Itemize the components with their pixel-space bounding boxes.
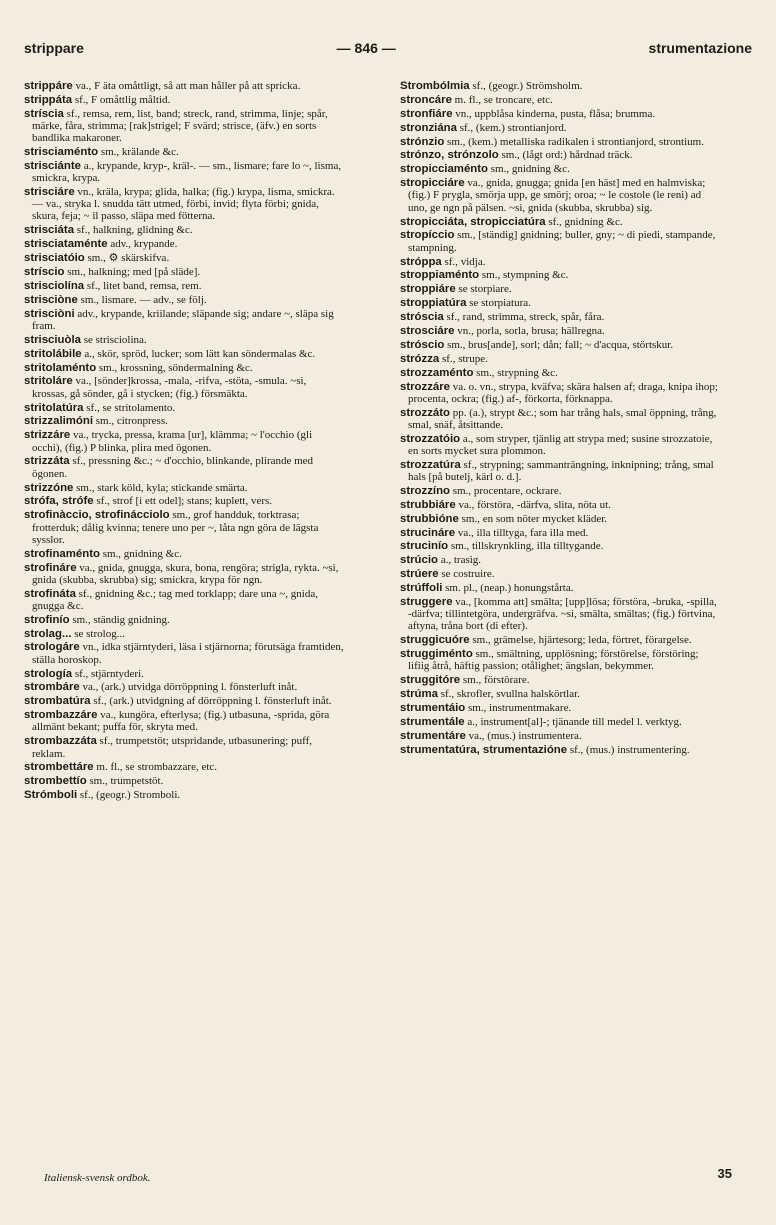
dictionary-entry	[24, 375, 344, 399]
headword: strozzatúra	[400, 458, 461, 471]
headword: strozzatóio	[400, 432, 461, 445]
dictionary-entry	[400, 80, 720, 92]
running-header	[24, 40, 752, 56]
headword: stritolatúra	[24, 401, 84, 414]
definition: va., trycka, pressa, krama [ur], klämma; ~ l'occhio (gli occhi), (fig.) P blinka, plira med ögonen.	[32, 429, 313, 454]
headword: stritolaménto	[24, 361, 97, 374]
headword: stronfiáre	[400, 107, 453, 120]
dictionary-entry	[400, 339, 720, 351]
headword: stroppiatúra	[400, 297, 467, 310]
dictionary-entry	[24, 455, 344, 479]
definition: sf., gnidning &c.	[548, 215, 623, 228]
definition: sf., strupe.	[442, 352, 488, 365]
definition: va., förstöra, -därfva, slita, nöta ut.	[458, 498, 611, 511]
headword: strozzíno	[400, 484, 450, 497]
definition: se storpiatura.	[469, 297, 531, 310]
dictionary-entry	[400, 122, 720, 134]
headword: strisciuòla	[24, 333, 81, 346]
headword: strosciáre	[400, 324, 455, 337]
definition: sm., grämelse, hjärtesorg; leda, förtret, förargelse.	[472, 634, 692, 647]
headword: stritoláre	[24, 375, 73, 388]
headword: strisciáre	[24, 186, 75, 199]
definition: sf., vidja.	[444, 255, 486, 268]
dictionary-entry	[24, 308, 344, 332]
definition: sm., halkning; med [på släde].	[67, 266, 201, 279]
headword: strózza	[400, 352, 440, 365]
header-left-guideword: strippare	[24, 40, 84, 56]
definition: sm., (kem.) metalliska radikalen i strontianjord, strontium.	[447, 135, 704, 148]
headword: strumentále	[400, 715, 465, 728]
dictionary-entry	[400, 256, 720, 268]
dictionary-entry	[400, 297, 720, 309]
dictionary-entry	[400, 730, 720, 742]
definition: sf., stjärntyderi.	[74, 667, 144, 680]
definition: sf., pressning &c.; ~ d'occhio, blinkande, plirande med ögonen.	[32, 455, 314, 480]
definition: vn., uppblåsa kinderna, pusta, flåsa; brumma.	[455, 107, 656, 120]
left-column	[24, 80, 344, 803]
definition: sf., gnidning &c.; tag med torklapp; dare una ~, gnida, gnugga &c.	[32, 587, 318, 612]
definition: sf., trumpetstöt; utspridande, utbasunering; puff, reklam.	[32, 735, 312, 760]
headword: strucináre	[400, 526, 456, 539]
dictionary-entry	[24, 695, 344, 707]
headword: strombazzáre	[24, 709, 98, 722]
definition: va., gnida, gnugga, skura, bona, rengöra; strigla, rykta. ~si, gnida (skubba, skrubba) sig; smickra, krypa för ngn.	[32, 561, 339, 586]
headword: strúffoli	[400, 582, 443, 595]
headword: strofinaménto	[24, 547, 100, 560]
dictionary-entry	[24, 280, 344, 292]
definition: sm., trumpetstöt.	[89, 775, 164, 788]
dictionary-entry	[400, 513, 720, 525]
dictionary-entry	[400, 216, 720, 228]
dictionary-entry	[400, 325, 720, 337]
dictionary-entry	[400, 177, 720, 214]
definition: sm., stark köld, kyla; stickande smärta.	[76, 481, 248, 494]
dictionary-entry	[400, 459, 720, 483]
definition: pp. (a.), strypt &c.; som har trång hals, smal öppning, trång, smal, snäf, åtsittande.	[408, 406, 717, 431]
dictionary-entry	[24, 562, 344, 586]
headword: stropicciáta, stropicciatúra	[400, 215, 546, 228]
dictionary-entry	[400, 163, 720, 175]
headword: strisciolína	[24, 279, 85, 292]
headword: strozzáre	[400, 380, 451, 393]
headword: strizzáta	[24, 455, 70, 468]
dictionary-entry	[400, 582, 720, 594]
definition: adv., krypande, kriilande; släpande sig; andare ~, släpa sig fram.	[32, 307, 334, 332]
dictionary-entry	[24, 415, 344, 427]
headword: stroppiaménto	[400, 269, 480, 282]
definition: vn., kräla, krypa; glida, halka; (fig.) krypa, lisma, smickra. — va., stryka l. snudda tätt utmed, förbi, invid; flyta förbi; gnida, skura, feja; ~ il passo, släpa med fötterna.	[32, 186, 335, 223]
definition: sf., rand, strimma, streck, spår, fåra.	[446, 311, 605, 324]
headword: strisciòne	[24, 293, 78, 306]
headword: stríscia	[24, 107, 64, 120]
headword: strisciòni	[24, 307, 75, 320]
definition: sm., strypning &c.	[476, 366, 558, 379]
headword: strología	[24, 667, 73, 680]
definition: se strolog...	[74, 627, 125, 640]
definition: sf., (mus.) instrumentering.	[569, 743, 690, 756]
dictionary-entry	[24, 402, 344, 414]
definition: sf., strof [i ett odel]; stans; kuplett, vers.	[96, 495, 273, 508]
dictionary-entry	[24, 429, 344, 453]
definition: sm., krälande &c.	[100, 146, 179, 159]
headword: strucinío	[400, 540, 449, 553]
definition: sm. pl., (neap.) honungstårta.	[445, 582, 574, 595]
dictionary-entry	[24, 224, 344, 236]
headword: stróppa	[400, 255, 442, 268]
headword: strozzáto	[400, 406, 450, 419]
dictionary-entry	[24, 775, 344, 787]
definition: sm., citronpress.	[95, 415, 168, 428]
definition: sf., remsa, rem, list, band; streck, rand, strimma, linje; spår, märke, fåra, strimma; [rak]strigel; F svärd; strisce, (äfv.) en sorts bandlika makaroner.	[32, 107, 328, 145]
headword: strumentáre	[400, 729, 466, 742]
definition: m. fl., se strombazzare, etc.	[96, 761, 218, 774]
headword: strofináta	[24, 587, 76, 600]
definition: sm., brus[ande], sorl; dån; fall; ~ d'acqua, störtskur.	[447, 338, 674, 351]
dictionary-entry	[400, 744, 720, 756]
dictionary-entry	[400, 688, 720, 700]
headword: strónzo, strónzolo	[400, 149, 499, 162]
definition: va., F äta omåttligt, så att man håller på att spricka.	[75, 80, 301, 92]
definition: va., gnida, gnugga; gnida [en häst] med en halmviska; (fig.) F prygla, smörja upp, ge smörj; oroa; ~ le costole (le reni) ad uno, ge ngn på pälsen. ~si, gnida (skubba, skrubba) sig.	[408, 177, 706, 214]
headword: stroncáre	[400, 93, 452, 106]
dictionary-entry	[400, 229, 720, 253]
headword: strizzáre	[24, 429, 71, 442]
definition: sf., halkning, glidning &c.	[76, 224, 193, 237]
footer-signature-mark: 35	[717, 1166, 732, 1181]
dictionary-entry	[24, 668, 344, 680]
headword: strisciatóio	[24, 252, 85, 265]
definition: va., [komma att] smälta; [upp]lösa; förstöra, -bruka, -spilla, -därfva; tillintetgöra, undergräfva. ~si, smälta, smältas; (fig.) förtvina, aftyna, tråna bort (di efter).	[408, 596, 717, 633]
definition: sm., ständig gnidning.	[72, 613, 170, 626]
headword: strisciaménto	[24, 146, 99, 159]
headword: strisciataménte	[24, 238, 108, 251]
headword: strofináre	[24, 561, 77, 574]
right-column	[400, 80, 720, 758]
dictionary-entry	[24, 628, 344, 640]
headword: strombatúra	[24, 695, 91, 708]
headword: strizzalimóni	[24, 415, 93, 428]
headword: strozzaménto	[400, 366, 474, 379]
definition: sf., (geogr.) Strömsholm.	[472, 80, 583, 92]
dictionary-entry	[400, 596, 720, 633]
headword: Strómboli	[24, 789, 78, 802]
definition: sm., lismare. — adv., se följ.	[80, 293, 207, 306]
definition: sm., instrumentmakare.	[467, 702, 572, 715]
dictionary-entry	[400, 634, 720, 646]
headword: stropíccio	[400, 229, 455, 242]
headword: stropicciaménto	[400, 163, 488, 176]
header-right-guideword: strumentazione	[648, 40, 752, 56]
definition: a., trasig.	[440, 554, 482, 567]
dictionary-entry	[24, 509, 344, 546]
headword: strófa, strófe	[24, 495, 94, 508]
definition: va., (mus.) instrumentera.	[468, 729, 582, 742]
page-number: — 846 —	[336, 40, 396, 56]
definition: sm., en som nöter mycket kläder.	[461, 512, 608, 525]
headword: strombettío	[24, 775, 87, 788]
headword: struggitóre	[400, 674, 461, 687]
dictionary-entry	[24, 108, 344, 145]
definition: a., krypande, kryp-, kräl-. — sm., lismare; fare lo ~, lisma, smickra, krypa.	[32, 159, 342, 185]
dictionary-entry	[400, 367, 720, 379]
definition: se strisciolina.	[83, 333, 147, 346]
dictionary-entry	[400, 568, 720, 580]
headword: struggiménto	[400, 648, 473, 661]
headword: strolag...	[24, 627, 72, 640]
dictionary-entry	[24, 588, 344, 612]
dictionary-entry	[24, 146, 344, 158]
headword: stróscia	[400, 311, 444, 324]
headword: strizzóne	[24, 481, 74, 494]
headword: strippáta	[24, 93, 73, 106]
headword: strúma	[400, 688, 438, 701]
definition: va., (ark.) utvidga dörröppning l. fönsterluft inåt.	[82, 681, 298, 694]
dictionary-entry	[24, 294, 344, 306]
headword: strubbiáre	[400, 498, 456, 511]
dictionary-entry	[24, 495, 344, 507]
dictionary-entry	[400, 311, 720, 323]
dictionary-entry	[400, 407, 720, 431]
definition: sm., grof handduk, torktrasa; frotterduk; dålig kvinna; tenere uno per ~, låta ngn göra de lägsta sysslor.	[32, 509, 319, 546]
headword: strofinío	[24, 613, 70, 626]
headword: strúcio	[400, 554, 438, 567]
definition: sf., F omåttlig måltid.	[74, 93, 171, 106]
dictionary-entry	[400, 527, 720, 539]
dictionary-entry	[400, 433, 720, 457]
headword: stroppiáre	[400, 283, 456, 296]
dictionary-entry	[400, 702, 720, 714]
dictionary-entry	[24, 548, 344, 560]
definition: a., som stryper, tjänlig att strypa med; susine strozzatoie, en sorts mycket sura plommon.	[408, 432, 713, 457]
headword: strumentáio	[400, 702, 466, 715]
headword: stritolábile	[24, 347, 82, 360]
headword: strombazzáta	[24, 735, 97, 748]
dictionary-entry	[24, 80, 344, 92]
definition: m. fl., se troncare, etc.	[454, 93, 553, 106]
dictionary-entry	[400, 499, 720, 511]
definition: vn., idka stjärntyderi, läsa i stjärnorna; förutsäga framtiden, ställa horoskop.	[32, 641, 344, 666]
dictionary-entry	[24, 348, 344, 360]
dictionary-entry	[400, 485, 720, 497]
headword: strumentatúra, strumentazióne	[400, 743, 568, 756]
dictionary-entry	[400, 136, 720, 148]
dictionary-entry	[24, 641, 344, 665]
headword: struggere	[400, 596, 453, 609]
definition: adv., krypande.	[110, 238, 178, 251]
dictionary-entry	[400, 269, 720, 281]
definition: va., kungöra, efterlysa; (fig.) utbasuna, -sprida, göra allmänt bekant; puffa för, skryta med.	[32, 709, 330, 734]
dictionary-entry	[400, 149, 720, 161]
dictionary-entry	[24, 266, 344, 278]
definition: se costruire.	[441, 568, 495, 581]
dictionary-entry	[400, 540, 720, 552]
definition: sf., se stritolamento.	[86, 401, 176, 414]
definition: a., instrument[al]-; tjänande till medel l. verktyg.	[467, 715, 682, 728]
headword: stronziána	[400, 121, 457, 134]
dictionary-entry	[24, 186, 344, 223]
definition: sm., [ständig] gnidning; buller, gny; ~ di piedi, stampande, stampning.	[408, 229, 716, 254]
dictionary-entry	[24, 160, 344, 184]
headword: Strombólmia	[400, 80, 470, 92]
definition: sm., stympning &c.	[481, 269, 569, 282]
definition: sm., smältning, upplösning; förstörelse, förstöring; lifiig åtrå, häftig passion; otålighet; ängslan, bekymmer.	[408, 648, 699, 673]
definition: sf., strypning; sammanträngning, inknipning; trång, smal hals [på butelj, kärl o. d.].	[408, 458, 714, 484]
definition: sm., (lågt ord:) hårdnad träck.	[501, 149, 633, 162]
dictionary-entry	[400, 716, 720, 728]
headword: strubbióne	[400, 512, 459, 525]
definition: sm., procentare, ockrare.	[452, 484, 562, 497]
definition: a., skör, spröd, lucker; som lätt kan söndermalas &c.	[84, 347, 316, 360]
dictionary-entry	[24, 681, 344, 693]
dictionary-entry	[400, 94, 720, 106]
headword: strombáre	[24, 681, 80, 694]
dictionary-entry	[400, 381, 720, 405]
definition: sm., krossning, söndermalning &c.	[98, 361, 253, 374]
headword: strisciáta	[24, 224, 75, 237]
definition: va. o. vn., strypa, kväfva; skära halsen af; draga, knipa ihop; procenta, ockra; (fig.) af-, förkorta, förknappa.	[408, 380, 718, 405]
dictionary-entry	[24, 482, 344, 494]
dictionary-entry	[24, 94, 344, 106]
footer-book-title: Italiensk-svensk ordbok.	[44, 1172, 151, 1184]
dictionary-entry	[24, 362, 344, 374]
definition: va., illa tilltyga, fara illa med.	[457, 526, 589, 539]
definition: sf., (kem.) strontianjord.	[459, 121, 567, 134]
definition: sm., ⚙ skärskifva.	[87, 252, 170, 265]
headword: strippáre	[24, 80, 73, 92]
headword: strúere	[400, 568, 439, 581]
definition: vn., porla, sorla, brusa; hällregna.	[457, 324, 605, 337]
dictionary-entry	[400, 108, 720, 120]
dictionary-entry	[400, 674, 720, 686]
dictionary-entry	[24, 238, 344, 250]
dictionary-entry	[24, 735, 344, 759]
definition: sf., (ark.) utvidgning af dörröppning l. fönsterluft inåt.	[93, 695, 332, 708]
headword: strologáre	[24, 641, 80, 654]
dictionary-entry	[24, 252, 344, 264]
headword: strombettáre	[24, 761, 94, 774]
definition: sm., gnidning &c.	[490, 163, 570, 176]
definition: sm., förstörare.	[462, 674, 530, 687]
dictionary-entry	[400, 353, 720, 365]
headword: strisciánte	[24, 159, 81, 172]
dictionary-entry	[400, 283, 720, 295]
dictionary-entry	[24, 789, 344, 801]
dictionary-entry	[400, 554, 720, 566]
dictionary-entry	[24, 334, 344, 346]
definition: se storpiare.	[458, 283, 512, 296]
dictionary-entry	[400, 648, 720, 672]
definition: sf., (geogr.) Stromboli.	[79, 789, 181, 802]
definition: sm., gnidning &c.	[102, 547, 182, 560]
definition: sf., litet band, remsa, rem.	[86, 279, 202, 292]
headword: stróscio	[400, 338, 445, 351]
definition: sf., skrofler, svullna halskörtlar.	[440, 688, 580, 701]
dictionary-entry	[24, 761, 344, 773]
headword: struggicuóre	[400, 634, 470, 647]
definition: va., [sönder]krossa, -mala, -rifva, -stöta, -smula. ~si, krossas, gå sönder, gå i stycken; (fig.) försmäkta.	[32, 375, 307, 400]
headword: stropicciáre	[400, 177, 465, 190]
headword: stríscio	[24, 266, 65, 279]
definition: sm., tillskrynkling, illa tilltygande.	[450, 540, 604, 553]
headword: strofinàccio, strofinácciolo	[24, 509, 170, 522]
dictionary-entry	[24, 614, 344, 626]
headword: strónzio	[400, 135, 445, 148]
dictionary-entry	[24, 709, 344, 733]
